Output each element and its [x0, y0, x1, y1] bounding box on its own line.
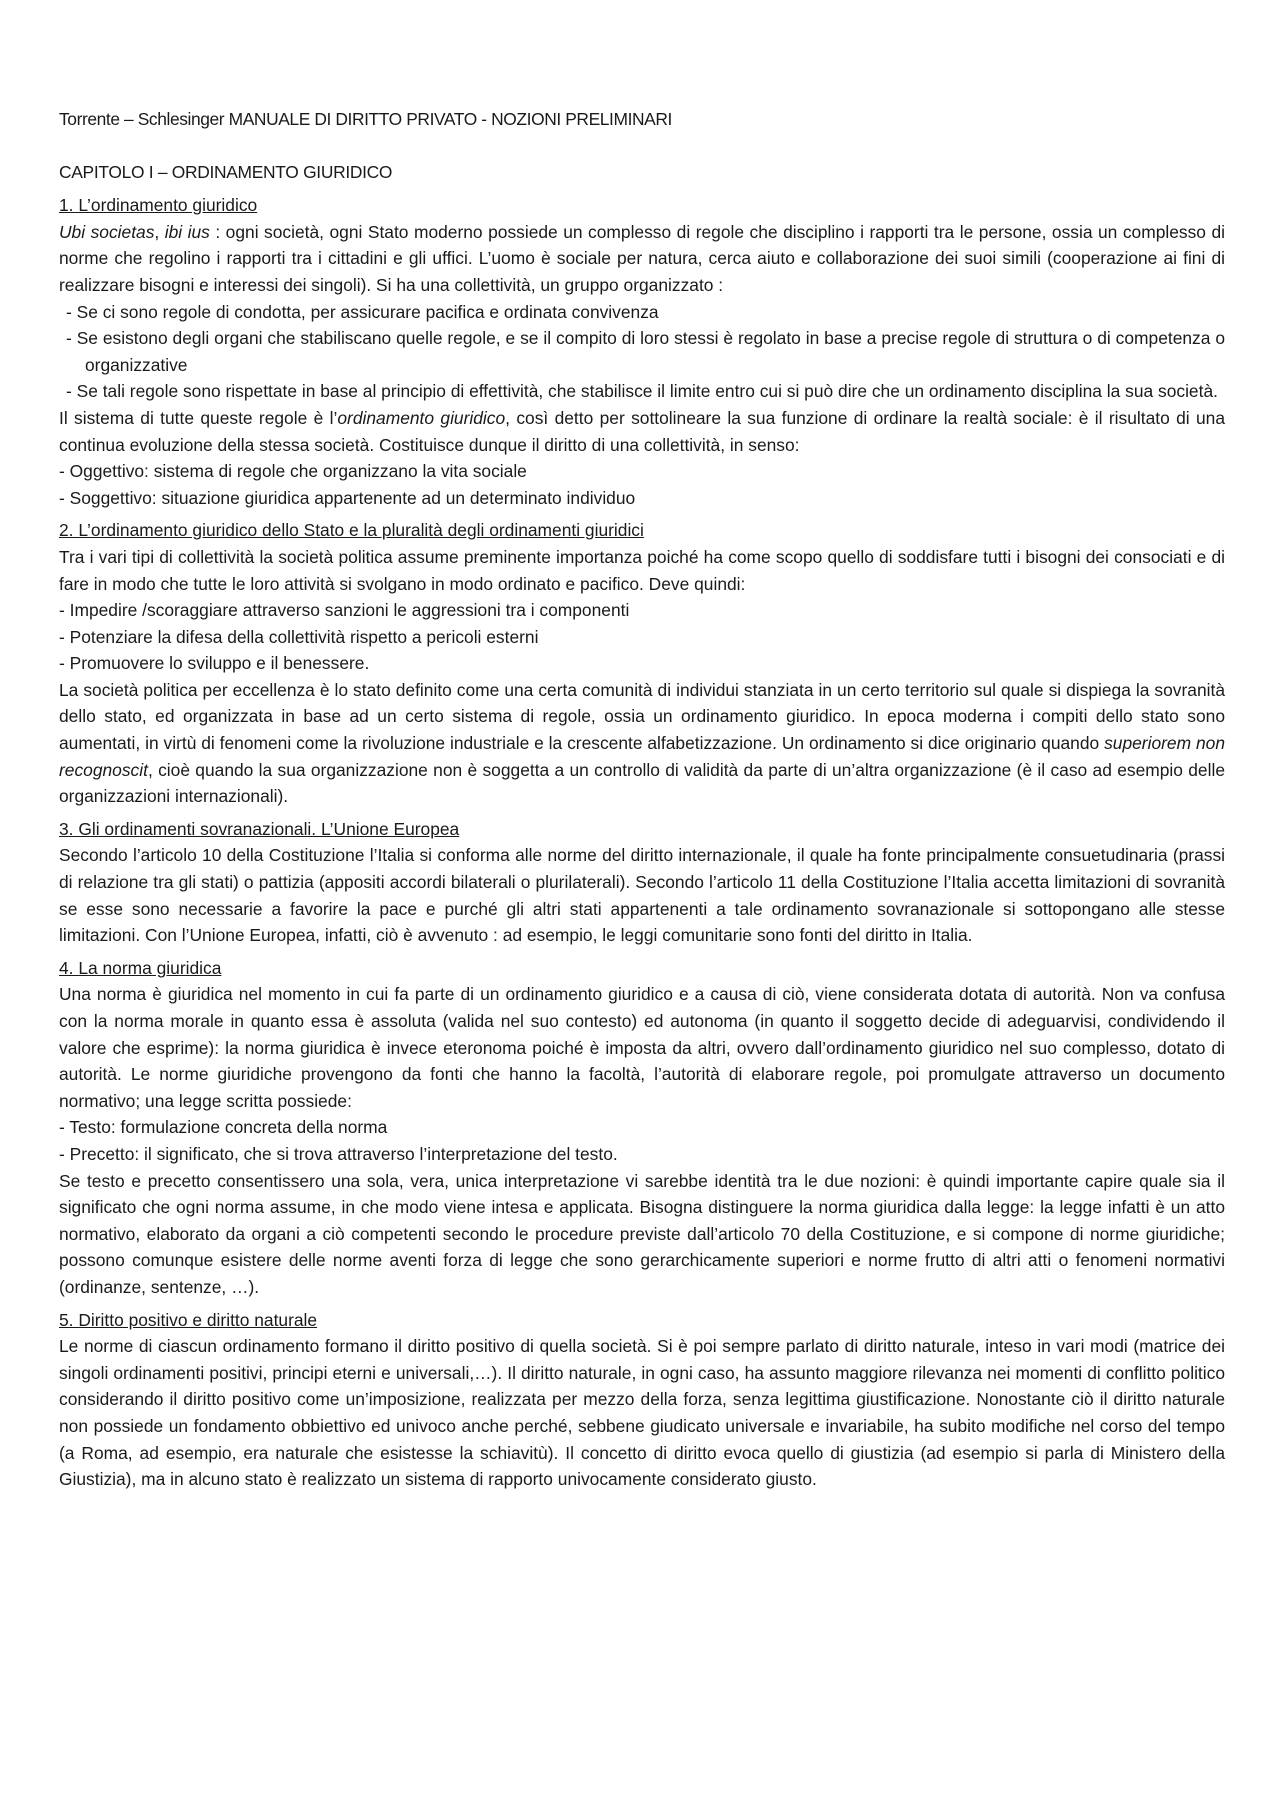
text-run: , [154, 221, 165, 242]
paragraph: Tra i vari tipi di collettività la società politica assume preminente importanza poiché ha come scopo quello di soddisfare tutti i bisogni dei consociati e di fare in modo che tutte le loro attività si svolgano in modo ordinato e pacifico. Deve quindi: [59, 546, 1225, 594]
section-4 [59, 955, 1225, 1301]
list-item: - Precetto: il significato, che si trova attraverso l’interpretazione del testo. [59, 1143, 618, 1164]
section-heading: 1. L’ordinamento giuridico [59, 195, 258, 216]
paragraph: Le norme di ciascun ordinamento formano il diritto positivo di quella società. Si è poi sempre parlato di diritto naturale, inteso in vari modi (matrice dei singoli ordinamenti positivi, principi eterni e universali,…). Il diritto naturale, in ogni caso, ha assunto maggiore rilevanza nei momenti di conflitto politico considerando il diritto positivo come un’imposizione, realizzata per mezzo della forza, senza legittima giustificazione. Nonostante ciò il diritto naturale non possiede un fondamento obbiettivo ed univoco anche perché, sebbene giudicato universale e invariabile, ha subito modifiche nel corso del tempo (a Roma, ad esempio, era naturale che esistesse la schiavitù). Il concetto di diritto evoca quello di giustizia (ad esempio si parla di Ministero della Giustizia), ma in alcuno stato è realizzato un sistema di rapporto univocamente considerato giusto. [59, 1336, 1225, 1490]
section-heading: 4. La norma giuridica [59, 957, 222, 978]
list-item: - Potenziare la difesa della collettività rispetto a pericoli esterni [59, 626, 539, 647]
list-item: - Impedire /scoraggiare attraverso sanzioni le aggressioni tra i componenti [59, 600, 630, 621]
bullet-list [59, 597, 1225, 677]
paragraph: Secondo l’articolo 10 della Costituzione l’Italia si conforma alle norme del diritto internazionale, il quale ha fonte principalmente consuetudinaria (prassi di relazione tra gli stati) o pattizia (appositi accordi bilaterali o plurilaterali). Secondo l’articolo 11 della Costituzione l’Italia accetta limitazioni di sovranità se esse sono necessarie a favorire la pace e purché gli altri stati appartenenti a tale ordinamento sovranazionale si sottopongano alle stesse limitazioni. Con l’Unione Europea, infatti, ciò è avvenuto : ad esempio, le leggi comunitarie sono fonti del diritto in Italia. [59, 845, 1225, 946]
text-run: : ogni società, ogni Stato moderno possiede un complesso di regole che disciplino i rapporti tra le persone, ossia un complesso di norme che regolino i rapporti tra i cittadini e gli uffici. L’uomo è sociale per natura, cerca aiuto e collaborazione dei suoi simili (cooperazione ai fini di realizzare bisogni e interessi dei singoli). Si ha una collettività, un gruppo organizzato : [59, 221, 1225, 295]
paragraph: Se testo e precetto consentissero una sola, vera, unica interpretazione vi sarebbe identità tra le due nozioni: è quindi importante capire quale sia il significato che ogni norma assume, in che modo viene intesa e applicata. Bisogna distinguere la norma giuridica dalla legge: la legge infatti è un atto normativo, elaborato da organi a ciò competenti secondo le procedure previste dall’articolo 70 della Costituzione, e si compone di norme giuridiche; possono comunque esistere delle norme aventi forza di legge che sono gerarchicamente superiori e norme frutto di altri atti o fenomeni normativi (ordinanze, sentenze, …). [59, 1170, 1225, 1297]
section-heading: 5. Diritto positivo e diritto naturale [59, 1309, 318, 1330]
text-run: , così detto per sottolineare la sua funzione di ordinare la realtà sociale: è il risultato di una continua evoluzione della stessa società. Costituisce dunque il diritto di una collettività, in senso: [59, 407, 1226, 455]
text-run: Il sistema di tutte queste regole è l’ [59, 407, 338, 428]
document-title: Torrente – Schlesinger MANUALE DI DIRITTO PRIVATO - NOZIONI PRELIMINARI [59, 109, 672, 129]
chapter-title: CAPITOLO I – ORDINAMENTO GIURIDICO [59, 161, 393, 182]
bullet-list [59, 458, 1225, 511]
text-run: , cioè quando la sua organizzazione non è soggetta a un controllo di validità da parte di un’altra organizzazione (è il caso ad esempio delle organizzazioni internazionali). [59, 759, 1225, 807]
text-run: La società politica per eccellenza è lo stato definito come una certa comunità di individui stanziata in un certo territorio sul quale si dispiega la sovranità dello stato, ed organizzata in base ad un certo sistema di regole, ossia un ordinamento giuridico. In epoca moderna i compiti dello stato sono aumentati, in virtù di fenomeni come la rivoluzione industriale e la crescente alfabetizzazione. Un ordinamento si dice originario quando [59, 679, 1225, 754]
section-heading: 3. Gli ordinamenti sovranazionali. L’Unione Europea [59, 818, 460, 839]
list-item: - Se ci sono regole di condotta, per assicurare pacifica e ordinata convivenza [66, 301, 659, 322]
paragraph [59, 677, 1225, 810]
bullet-list [59, 1114, 1225, 1167]
section-2 [59, 517, 1225, 810]
latin-phrase: superiorem non recognoscit [59, 733, 1225, 780]
emphasis: ordinamento giuridico [337, 407, 506, 428]
list-item: - Se esistono degli organi che stabiliscano quelle regole, e se il compito di loro stessi è regolato in base a precise regole di struttura o di competenza o organizzative [66, 328, 1225, 375]
list-item: - Se tali regole sono rispettate in base al principio di effettività, che stabilisce il limite entro cui si può dire che un ordinamento disciplina la sua società. [66, 381, 1218, 402]
paragraph [59, 405, 1225, 458]
section-heading: 2. L’ordinamento giuridico dello Stato e la pluralità degli ordinamenti giuridici [59, 520, 644, 541]
bullet-list [59, 299, 1225, 405]
paragraph [59, 219, 1225, 299]
paragraph: Una norma è giuridica nel momento in cui fa parte di un ordinamento giuridico e a causa di ciò, viene considerata dotata di autorità. Non va confusa con la norma morale in quanto essa è assoluta (valida nel suo contesto) ed autonoma (in quanto il soggetto decide di adeguarvisi, condividendo il valore che esprime): la norma giuridica è invece eteronoma poiché è imposta da altri, ovvero dall’ordinamento giuridico nel suo complesso, dotato di autorità. Le norme giuridiche provengono da fonti che hanno la facoltà, l’autorità di elaborare regole, poi promulgate attraverso un documento normativo; una legge scritta possiede: [59, 984, 1225, 1111]
latin-phrase: Ubi societas [59, 221, 155, 242]
list-item: - Soggettivo: situazione giuridica appartenente ad un determinato individuo [59, 487, 636, 508]
list-item: - Promuovere lo sviluppo e il benessere. [59, 653, 370, 674]
section-1 [59, 192, 1225, 511]
section-5 [59, 1307, 1225, 1493]
list-item: - Testo: formulazione concreta della norma [59, 1117, 388, 1138]
section-3 [59, 816, 1225, 949]
latin-phrase: ibi ius [164, 221, 210, 242]
list-item: - Oggettivo: sistema di regole che organizzano la vita sociale [59, 461, 527, 482]
